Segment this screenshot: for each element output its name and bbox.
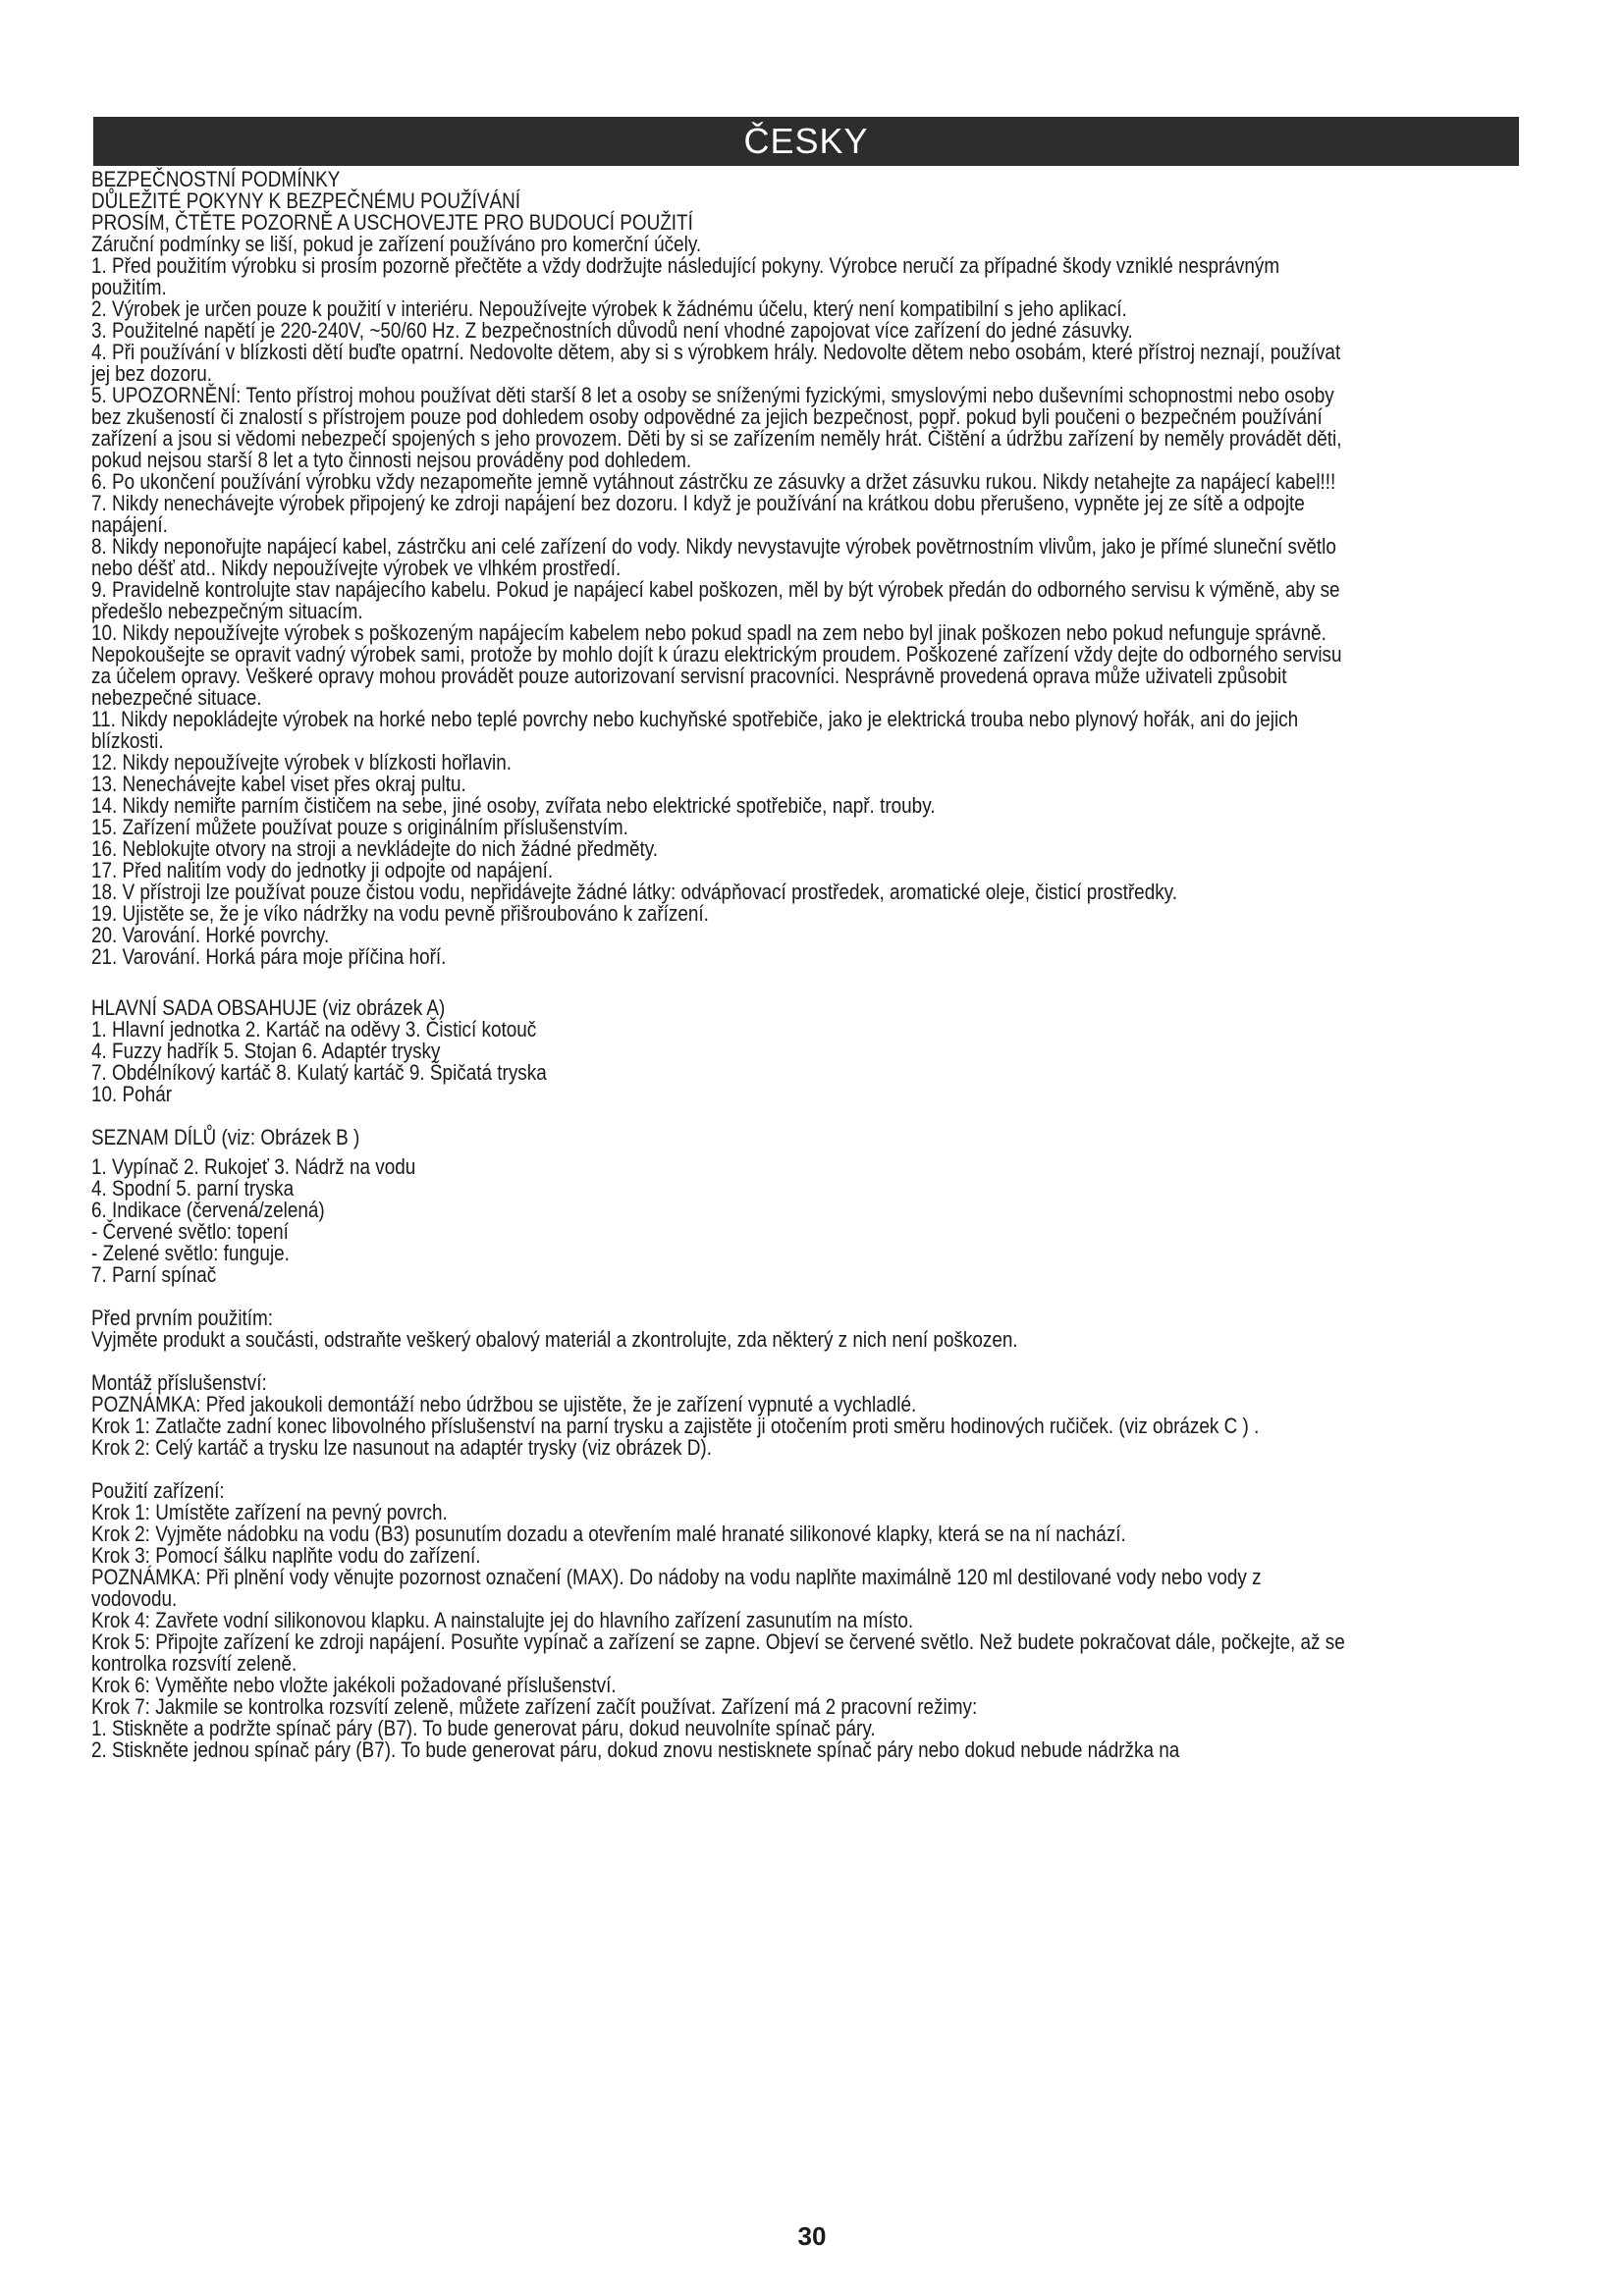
safety-heading-1: BEZPEČNOSTNÍ PODMÍNKY <box>91 167 341 191</box>
usage-line: Krok 3: Pomocí šálku naplňte vodu do zařízení. <box>91 1543 481 1568</box>
safety-item-16: 16. Neblokujte otvory na stroji a nevkládejte do nich žádné předměty. <box>91 836 659 861</box>
usage-line: POZNÁMKA: Při plnění vody věnujte pozornost označení (MAX). Do nádoby na vodu naplňte maximálně 120 ml destilované vody nebo vody z vodovodu. <box>91 1565 1262 1611</box>
set-contents-line: 4. Fuzzy hadřík 5. Stojan 6. Adaptér trysky <box>91 1039 441 1063</box>
spacer <box>91 1459 1349 1480</box>
first-use-text: Vyjměte produkt a součásti, odstraňte veškerý obalový materiál a zkontrolujte, zda některý z nich není poškozen. <box>91 1327 1018 1352</box>
usage-line: Krok 2: Vyjměte nádobku na vodu (B3) posunutím dozadu a otevřením malé hranaté silikonové klapky, která se na ní nachází. <box>91 1522 1126 1546</box>
page-number: 30 <box>797 2221 827 2251</box>
safety-item-19: 19. Ujistěte se, že je víko nádržky na vodu pevně přišroubováno k zařízení. <box>91 901 709 926</box>
set-contents-line: 7. Obdélníkový kartáč 8. Kulatý kartáč 9. Špičatá tryska <box>91 1060 547 1085</box>
first-use-heading: Před prvním použitím: <box>91 1306 274 1330</box>
safety-item-18: 18. V přístroji lze používat pouze čistou vodu, nepřidávejte žádné látky: odvápňovací prostředek, aromatické oleje, čisticí prostředky. <box>91 880 1178 904</box>
usage-line: Krok 6: Vyměňte nebo vložte jakékoli požadované příslušenství. <box>91 1673 617 1697</box>
spacer <box>91 1105 1349 1127</box>
safety-item-7: 7. Nikdy nenechávejte výrobek připojený ke zdroji napájení bez dozoru. I když je používání na krátkou dobu přerušeno, vypněte jej ze sítě a odpojte napájení. <box>91 491 1305 537</box>
safety-item-14: 14. Nikdy nemiřte parním čističem na sebe, jiné osoby, zvířata nebo elektrické spotřebiče, např. trouby. <box>91 793 936 818</box>
spacer <box>91 968 1349 997</box>
safety-item-11: 11. Nikdy nepokládejte výrobek na horké nebo teplé povrchy nebo kuchyňské spotřebiče, jako je elektrická trouba nebo plynový hořák, ani do jejich blízkosti. <box>91 707 1299 753</box>
safety-item-5: 5. UPOZORNĚNÍ: Tento přístroj mohou používat děti starší 8 let a osoby se sníženými fyzickými, smyslovými nebo duševními schopnostmi nebo osoby bez zkušeností či znalostí s přístrojem pouze pod dohledem osoby odpovědné za jejich bezpečnost, popř. pokud byli poučeni o bezpečném používání zařízení a jsou si vědomi nebezpečí spojených s jeho provozem. Děti by si se zařízením neměly hrát. Čištění a údržbu zařízení by neměly provádět děti, pokud nejsou starší 8 let a tyto činnosti nejsou prováděny pod dohledem. <box>91 383 1342 472</box>
parts-list-section <box>91 1127 1349 1286</box>
usage-line: Krok 1: Umístěte zařízení na pevný povrch. <box>91 1500 448 1524</box>
safety-intro: Záruční podmínky se liší, pokud je zařízení používáno pro komerční účely. <box>91 232 702 256</box>
parts-list-line: 6. Indikace (červená/zelená) <box>91 1198 325 1222</box>
safety-item-9: 9. Pravidelně kontrolujte stav napájecího kabelu. Pokud je napájecí kabel poškozen, měl by být výrobek předán do odborného servisu k výměně, aby se předešlo nebezpečným situacím. <box>91 577 1340 623</box>
content-body <box>91 169 1349 1761</box>
assembly-line: Krok 2: Celý kartáč a trysku lze nasunout na adaptér trysky (viz obrázek D). <box>91 1435 712 1460</box>
set-contents-section <box>91 997 1349 1105</box>
parts-list-line: - Zelené světlo: funguje. <box>91 1241 290 1265</box>
safety-item-10: 10. Nikdy nepoužívejte výrobek s poškozeným napájecím kabelem nebo pokud spadl na zem nebo byl jinak poškozen nebo pokud nefunguje správně. Nepokoušejte se opravit vadný výrobek sami, protože by mohlo dojít k úrazu elektrickým proudem. Poškozené zařízení vždy dejte do odborného servisu za účelem opravy. Veškeré opravy mohou provádět pouze autorizovaní servisní pracovníci. Nesprávně provedená oprava může uživateli způsobit nebezpečné situace. <box>91 620 1342 710</box>
assembly-line: Krok 1: Zatlačte zadní konec libovolného příslušenství na parní trysku a zajistěte ji otočením proti směru hodinových ručiček. (viz obrázek C ) . <box>91 1414 1260 1438</box>
usage-heading: Použití zařízení: <box>91 1478 225 1503</box>
safety-item-4: 4. Při používání v blízkosti dětí buďte opatrní. Nedovolte dětem, aby si s výrobkem hrály. Nedovolte dětem nebo osobám, které přístroj neznají, používat jej bez dozoru. <box>91 340 1341 386</box>
parts-list-line: 7. Parní spínač <box>91 1262 217 1287</box>
parts-list-heading: SEZNAM DÍLŮ (viz: Obrázek B ) <box>91 1125 360 1149</box>
safety-item-3: 3. Použitelné napětí je 220-240V, ~50/60 Hz. Z bezpečnostních důvodů není vhodné zapojovat více zařízení do jedné zásuvky. <box>91 318 1133 343</box>
assembly-line: POZNÁMKA: Před jakoukoli demontáží nebo údržbou se ujistěte, že je zařízení vypnuté a vychladlé. <box>91 1392 917 1416</box>
first-use-section <box>91 1308 1349 1351</box>
safety-item-15: 15. Zařízení můžete používat pouze s originálním příslušenstvím. <box>91 815 628 839</box>
safety-item-6: 6. Po ukončení používání výrobku vždy nezapomeňte jemně vytáhnout zástrčku ze zásuvky a držet zásuvku rukou. Nikdy netahejte za napájecí kabel!!! <box>91 469 1336 494</box>
usage-line: Krok 4: Zavřete vodní silikonovou klapku. A nainstalujte jej do hlavního zařízení zasunutím na místo. <box>91 1608 914 1632</box>
language-header-bar <box>93 117 1519 166</box>
set-contents-heading: HLAVNÍ SADA OBSAHUJE (viz obrázek A) <box>91 995 446 1020</box>
assembly-section <box>91 1372 1349 1459</box>
set-contents-line: 1. Hlavní jednotka 2. Kartáč na oděvy 3. Čisticí kotouč <box>91 1017 537 1041</box>
safety-heading-2: DŮLEŽITÉ POKYNY K BEZPEČNÉMU POUŽÍVÁNÍ <box>91 188 521 213</box>
safety-item-21: 21. Varování. Horká pára moje příčina hoří. <box>91 944 447 969</box>
language-title: ČESKY <box>743 121 869 161</box>
usage-section <box>91 1480 1349 1761</box>
safety-item-17: 17. Před nalitím vody do jednotky ji odpojte od napájení. <box>91 858 554 882</box>
safety-item-20: 20. Varování. Horké povrchy. <box>91 923 330 947</box>
parts-list-line: 1. Vypínač 2. Rukojeť 3. Nádrž na vodu <box>91 1154 416 1179</box>
spacer <box>91 1351 1349 1372</box>
safety-item-12: 12. Nikdy nepoužívejte výrobek v blízkosti hořlavin. <box>91 750 513 774</box>
safety-heading-3: PROSÍM, ČTĚTE POZORNĚ A USCHOVEJTE PRO BUDOUCÍ POUŽITÍ <box>91 210 693 235</box>
usage-line: Krok 5: Připojte zařízení ke zdroji napájení. Posuňte vypínač a zařízení se zapne. Objeví se červené světlo. Než budete pokračovat dále, počkejte, až se kontrolka rozsvítí zeleně. <box>91 1629 1345 1676</box>
safety-item-2: 2. Výrobek je určen pouze k použití v interiéru. Nepoužívejte výrobek k žádnému účelu, který není kompatibilní s jeho aplikací. <box>91 296 1127 321</box>
assembly-heading: Montáž příslušenství: <box>91 1370 267 1395</box>
safety-section <box>91 169 1349 968</box>
safety-item-13: 13. Nenechávejte kabel viset přes okraj pultu. <box>91 772 466 796</box>
safety-item-1: 1. Před použitím výrobku si prosím pozorně přečtěte a vždy dodržujte následující pokyny. Výrobce neručí za případné škody vzniklé nesprávným použitím. <box>91 253 1280 299</box>
parts-list-line: 4. Spodní 5. parní tryska <box>91 1176 295 1201</box>
spacer <box>91 1286 1349 1308</box>
parts-list-line: - Červené světlo: topení <box>91 1219 289 1244</box>
set-contents-line: 10. Pohár <box>91 1082 173 1106</box>
safety-item-8: 8. Nikdy neponořujte napájecí kabel, zástrčku ani celé zařízení do vody. Nikdy nevystavujte výrobek povětrnostním vlivům, jako je přímé sluneční světlo nebo déšť atd.. Nikdy nepoužívejte výrobek ve vlhkém prostředí. <box>91 534 1336 580</box>
usage-line: Krok 7: Jakmile se kontrolka rozsvítí zeleně, můžete zařízení začít používat. Zařízení má 2 pracovní režimy: <box>91 1694 978 1719</box>
usage-line: 1. Stiskněte a podržte spínač páry (B7). To bude generovat páru, dokud neuvolníte spínač páry. <box>91 1716 876 1740</box>
usage-line: 2. Stiskněte jednou spínač páry (B7). To bude generovat páru, dokud znovu nestisknete spínač páry nebo dokud nebude nádržka na <box>91 1737 1180 1762</box>
